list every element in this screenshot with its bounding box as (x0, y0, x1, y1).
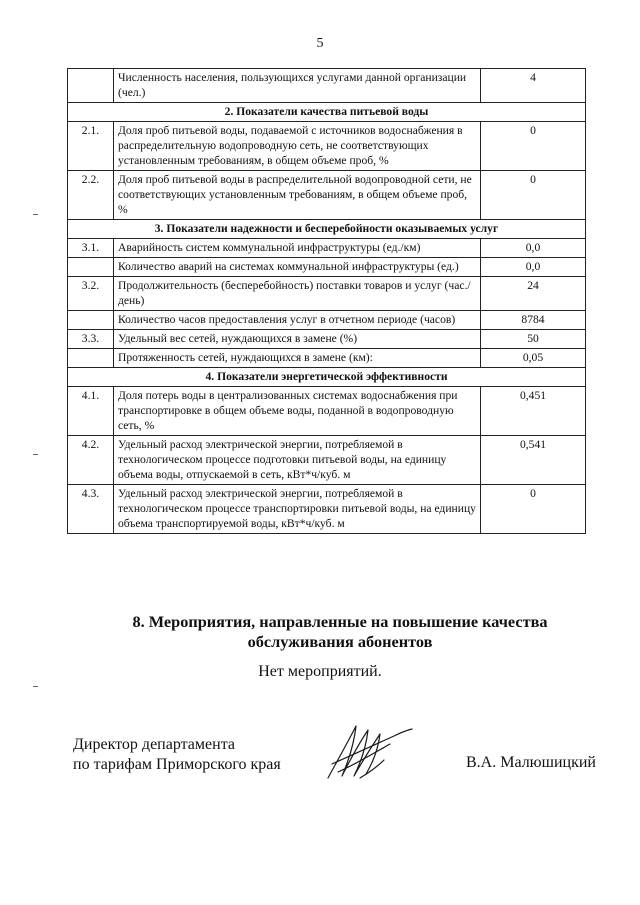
section-2-title: 2. Показатели качества питьевой воды (68, 103, 586, 122)
row-number: 4.2. (68, 436, 114, 485)
indicator-text: Удельный расход электрической энергии, потребляемой в технологическом процессе подготовки питьевой воды, на единицу объема воды, отпускаемой в сеть, кВт*ч/куб. м (114, 436, 481, 485)
row-number: 4.3. (68, 485, 114, 534)
indicator-text: Удельный вес сетей, нуждающихся в замене (%) (114, 330, 481, 349)
row-number: 2.2. (68, 171, 114, 220)
section-4-title: 4. Показатели энергетической эффективности (68, 368, 586, 387)
indicator-value: 0,0 (481, 258, 586, 277)
section-8-heading (60, 612, 620, 652)
table-row (68, 69, 586, 103)
indicator-value: 0,451 (481, 387, 586, 436)
row-number: 2.1. (68, 122, 114, 171)
section-8-title-line2: обслуживания абонентов (247, 632, 433, 651)
indicator-value: 24 (481, 277, 586, 311)
margin-mark (33, 214, 38, 215)
indicator-text: Доля проб питьевой воды, подаваемой с источников водоснабжения в распределительную водопроводную сеть, не соответствующих установленным требованиям, в общем объеме проб, % (114, 122, 481, 171)
section-header-row (68, 220, 586, 239)
indicator-text: Аварийность систем коммунальной инфраструктуры (ед./км) (114, 239, 481, 258)
indicator-value: 0,05 (481, 349, 586, 368)
indicator-value: 0 (481, 171, 586, 220)
indicator-value: 50 (481, 330, 586, 349)
page-number: 5 (316, 36, 324, 51)
indicator-text: Протяженность сетей, нуждающихся в замене (км): (114, 349, 481, 368)
row-number: 3.1. (68, 239, 114, 258)
no-actions-text: Нет мероприятий. (258, 663, 382, 680)
handwritten-signature (320, 716, 416, 788)
indicator-text: Количество аварий на системах коммунальной инфраструктуры (ед.) (114, 258, 481, 277)
table-row (68, 258, 586, 277)
indicator-value: 0 (481, 122, 586, 171)
signer-position-line1: Директор департамента (73, 736, 235, 753)
signer-position (73, 735, 281, 775)
indicator-value: 4 (481, 69, 586, 103)
margin-mark (33, 454, 38, 455)
indicators-table (67, 68, 586, 534)
margin-mark (33, 686, 38, 687)
table-row (68, 122, 586, 171)
table-row (68, 436, 586, 485)
table-row (68, 330, 586, 349)
indicator-value: 0,0 (481, 239, 586, 258)
indicator-value: 0 (481, 485, 586, 534)
section-header-row (68, 368, 586, 387)
table-row (68, 239, 586, 258)
signer-name: В.А. Малюшицкий (466, 754, 596, 771)
table-row (68, 171, 586, 220)
table-row (68, 311, 586, 330)
indicator-text: Удельный расход электрической энергии, потребляемой в технологическом процессе транспортировки питьевой воды, на единицу объема транспортируемой воды, кВт*ч/куб. м (114, 485, 481, 534)
indicator-value: 0,541 (481, 436, 586, 485)
table-row (68, 349, 586, 368)
indicator-text: Доля проб питьевой воды в распределительной водопроводной сети, не соответствующих установленным требованиям, в общем объеме проб, % (114, 171, 481, 220)
section-8-title-line1: 8. Мероприятия, направленные на повышение качества (132, 612, 548, 631)
indicator-text: Количество часов предоставления услуг в отчетном периоде (часов) (114, 311, 481, 330)
table-row (68, 277, 586, 311)
section-3-title: 3. Показатели надежности и бесперебойности оказываемых услуг (68, 220, 586, 239)
signer-position-line2: по тарифам Приморского края (73, 756, 281, 773)
row-number: 3.3. (68, 330, 114, 349)
table-row (68, 485, 586, 534)
indicator-text: Доля потерь воды в централизованных системах водоснабжения при транспортировке в общем объеме воды, поданной в водопроводную сеть, % (114, 387, 481, 436)
section-header-row (68, 103, 586, 122)
indicator-value: 8784 (481, 311, 586, 330)
indicator-text: Численность населения, пользующихся услугами данной организации (чел.) (114, 69, 481, 103)
row-number: 4.1. (68, 387, 114, 436)
indicator-text: Продолжительность (бесперебойность) поставки товаров и услуг (час./день) (114, 277, 481, 311)
row-number: 3.2. (68, 277, 114, 311)
table-row (68, 387, 586, 436)
